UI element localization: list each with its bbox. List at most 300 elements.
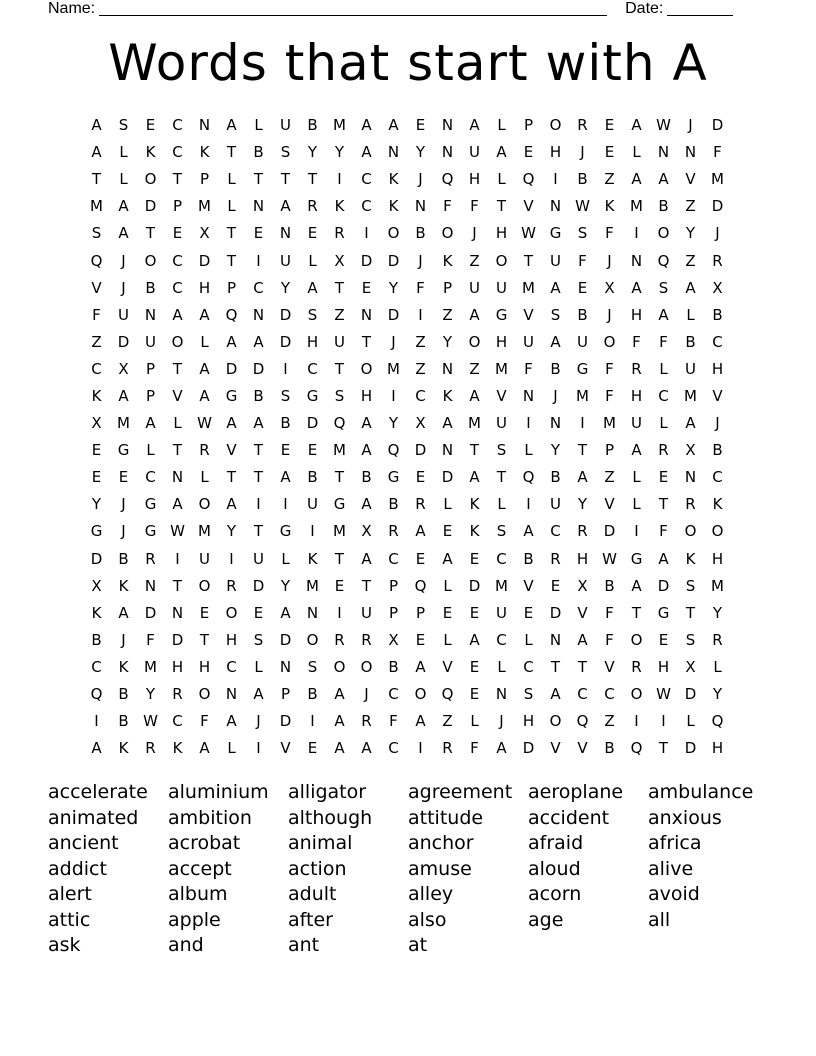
grid-letter: L (227, 197, 236, 216)
grid-letter: K (199, 143, 210, 162)
grid-letter: I (526, 414, 531, 433)
grid-letter: A (172, 495, 183, 514)
grid-letter: B (658, 197, 669, 216)
grid-letter: B (307, 685, 318, 704)
date-blank-line[interactable] (667, 0, 733, 16)
grid-letter: R (172, 685, 183, 704)
word-list-item: anxious (648, 806, 722, 829)
grid-letter: K (712, 495, 723, 514)
grid-letter: C (388, 549, 399, 568)
grid-letter: R (415, 495, 426, 514)
grid-letter: N (495, 685, 508, 704)
grid-letter: B (307, 116, 318, 135)
word-list-item: ambulance (648, 781, 754, 803)
grid-letter: B (712, 441, 723, 460)
grid-letter: A (280, 603, 291, 622)
grid-letter: A (253, 414, 264, 433)
grid-letter: U (199, 549, 210, 568)
grid-letter: A (334, 685, 345, 704)
grid-letter: T (253, 170, 264, 189)
grid-letter: G (225, 386, 238, 405)
grid-letter: D (171, 630, 184, 649)
grid-letter: T (199, 630, 210, 649)
grid-letter: D (144, 603, 157, 622)
grid-letter: H (495, 224, 508, 243)
grid-letter: V (604, 495, 615, 514)
grid-letter: O (495, 251, 508, 270)
grid-letter: T (145, 224, 156, 243)
grid-letter: A (199, 305, 210, 324)
grid-letter: X (361, 522, 372, 541)
grid-letter: A (631, 278, 642, 297)
grid-letter: A (253, 332, 264, 351)
grid-letter: C (172, 143, 183, 162)
word-list-item: also (408, 908, 447, 931)
grid-letter: J (418, 251, 423, 270)
grid-letter: H (306, 332, 319, 351)
grid-letter: J (256, 712, 261, 731)
grid-letter: Y (334, 143, 345, 162)
grid-letter: F (146, 630, 155, 649)
name-label: Name: (48, 0, 96, 17)
grid-letter: P (172, 197, 183, 216)
grid-letter: Q (441, 685, 454, 704)
grid-letter: Z (469, 359, 480, 378)
grid-letter: L (227, 170, 236, 189)
grid-letter: A (118, 197, 129, 216)
grid-letter: M (711, 170, 724, 189)
word-list-item: aluminium (168, 781, 269, 803)
grid-letter: K (442, 251, 453, 270)
grid-letter: Q (90, 251, 103, 270)
grid-letter: N (144, 576, 157, 595)
grid-letter: O (387, 224, 400, 243)
grid-letter: B (118, 685, 129, 704)
grid-letter: T (91, 170, 102, 189)
grid-letter: N (441, 441, 454, 460)
grid-letter: X (415, 414, 426, 433)
grid-letter: W (575, 197, 590, 216)
grid-letter: V (577, 739, 588, 758)
grid-letter: A (469, 386, 480, 405)
grid-letter: Y (388, 414, 399, 433)
grid-letter: M (333, 522, 346, 541)
grid-letter: E (550, 576, 561, 595)
grid-letter: N (684, 468, 697, 487)
grid-letter: T (172, 359, 183, 378)
grid-letter: Q (576, 712, 589, 731)
grid-letter: S (307, 305, 318, 324)
grid-letter: L (713, 657, 722, 676)
grid-letter: D (387, 251, 400, 270)
grid-letter: B (307, 468, 318, 487)
grid-letter: B (145, 278, 156, 297)
grid-letter: C (658, 386, 669, 405)
word-list-item: ancient (48, 832, 119, 854)
grid-letter: Z (604, 712, 615, 731)
grid-letter: L (497, 495, 506, 514)
grid-letter: A (631, 170, 642, 189)
grid-letter: P (226, 278, 237, 297)
grid-letter: Y (685, 224, 696, 243)
grid-letter: B (604, 576, 615, 595)
grid-letter: Q (90, 685, 103, 704)
word-list-item: all (648, 908, 671, 931)
grid-letter: G (495, 305, 508, 324)
grid-letter: K (469, 495, 480, 514)
grid-letter: E (280, 441, 291, 460)
grid-letter: O (549, 116, 562, 135)
grid-letter: J (121, 495, 126, 514)
grid-letter: N (171, 603, 184, 622)
grid-letter: Y (415, 143, 426, 162)
grid-letter: H (711, 549, 724, 568)
grid-letter: L (443, 495, 452, 514)
grid-letter: L (254, 116, 263, 135)
grid-letter: S (307, 657, 318, 676)
grid-letter: I (310, 522, 315, 541)
grid-letter: W (656, 116, 671, 135)
word-list-item: acrobat (168, 832, 241, 854)
grid-letter: V (712, 386, 723, 405)
grid-letter: E (253, 224, 264, 243)
grid-letter: O (144, 170, 157, 189)
grid-letter: K (307, 549, 318, 568)
grid-letter: D (252, 359, 265, 378)
grid-letter: U (550, 251, 561, 270)
grid-letter: N (225, 685, 238, 704)
grid-letter: B (577, 305, 588, 324)
word-list-item: afraid (528, 832, 584, 854)
grid-letter: T (577, 441, 588, 460)
grid-letter: D (468, 576, 481, 595)
grid-letter: J (553, 386, 558, 405)
grid-letter: C (577, 685, 588, 704)
grid-letter: E (307, 739, 318, 758)
grid-letter: N (630, 251, 643, 270)
grid-letter: Q (711, 712, 724, 731)
grid-letter: E (415, 549, 426, 568)
grid-letter: N (684, 143, 697, 162)
grid-letter: P (523, 116, 534, 135)
grid-letter: S (496, 441, 507, 460)
grid-letter: R (631, 657, 642, 676)
grid-letter: S (91, 224, 102, 243)
grid-letter: T (334, 359, 345, 378)
grid-letter: C (712, 332, 723, 351)
word-list-item: age (528, 908, 564, 931)
grid-letter: A (118, 386, 129, 405)
grid-letter: F (200, 712, 209, 731)
grid-letter: X (712, 278, 723, 297)
grid-letter: A (469, 468, 480, 487)
grid-letter: B (118, 549, 129, 568)
grid-letter: G (144, 495, 157, 514)
grid-letter: M (603, 414, 616, 433)
word-list-item: at (408, 934, 428, 956)
grid-letter: D (306, 414, 319, 433)
grid-letter: G (306, 386, 319, 405)
word-list-item: and (168, 934, 204, 956)
grid-letter: M (495, 576, 508, 595)
grid-letter: T (226, 224, 237, 243)
grid-letter: A (442, 549, 453, 568)
grid-letter: S (334, 386, 345, 405)
grid-letter: N (441, 116, 454, 135)
word-list-item: ant (288, 934, 320, 956)
grid-letter: B (91, 630, 102, 649)
grid-letter: K (604, 197, 615, 216)
worksheet-header (48, 0, 740, 22)
grid-letter: N (144, 305, 157, 324)
grid-letter: I (256, 739, 261, 758)
grid-letter: Z (685, 251, 696, 270)
grid-letter: A (91, 739, 102, 758)
grid-letter: A (361, 549, 372, 568)
grid-letter: Y (280, 576, 291, 595)
grid-letter: D (117, 332, 130, 351)
grid-letter: M (495, 359, 508, 378)
grid-letter: D (387, 305, 400, 324)
grid-letter: V (496, 386, 507, 405)
grid-letter: A (361, 116, 372, 135)
grid-letter: E (469, 603, 480, 622)
grid-letter: A (361, 441, 372, 460)
grid-letter: U (469, 143, 480, 162)
grid-letter: Q (441, 170, 454, 189)
grid-letter: Z (469, 251, 480, 270)
grid-letter: R (658, 441, 669, 460)
grid-letter: R (712, 630, 723, 649)
grid-letter: P (280, 685, 291, 704)
grid-letter: X (577, 576, 588, 595)
grid-letter: E (415, 630, 426, 649)
grid-letter: T (172, 441, 183, 460)
grid-letter: Z (685, 197, 696, 216)
grid-letter: Y (307, 143, 318, 162)
grid-letter: H (198, 278, 211, 297)
grid-letter: J (364, 685, 369, 704)
grid-letter: L (659, 359, 668, 378)
grid-letter: B (388, 657, 399, 676)
grid-letter: U (685, 359, 696, 378)
grid-letter: U (469, 278, 480, 297)
grid-letter: K (118, 576, 129, 595)
grid-letter: M (117, 414, 130, 433)
grid-letter: L (200, 468, 209, 487)
grid-letter: C (91, 359, 102, 378)
grid-letter: L (524, 441, 533, 460)
grid-letter: P (415, 603, 426, 622)
grid-letter: Z (415, 332, 426, 351)
grid-letter: A (469, 630, 480, 649)
grid-letter: T (496, 197, 507, 216)
grid-letter: B (550, 359, 561, 378)
grid-letter: S (253, 630, 264, 649)
grid-letter: M (711, 576, 724, 595)
grid-letter: C (604, 685, 615, 704)
grid-letter: U (253, 549, 264, 568)
grid-letter: R (334, 630, 345, 649)
grid-letter: L (200, 332, 209, 351)
grid-letter: M (387, 359, 400, 378)
grid-letter: U (496, 278, 507, 297)
grid-letter: Q (522, 468, 535, 487)
grid-letter: A (550, 332, 561, 351)
grid-letter: O (306, 630, 319, 649)
grid-letter: M (90, 197, 103, 216)
grid-letter: H (468, 170, 481, 189)
grid-letter: I (256, 495, 261, 514)
grid-letter: C (91, 657, 102, 676)
grid-letter: H (522, 712, 535, 731)
grid-letter: C (712, 468, 723, 487)
grid-letter: F (605, 603, 614, 622)
grid-letter: T (523, 251, 534, 270)
grid-letter: L (443, 576, 452, 595)
grid-letter: Z (604, 468, 615, 487)
grid-letter: I (661, 712, 666, 731)
grid-letter: E (253, 603, 264, 622)
grid-letter: A (91, 116, 102, 135)
grid-letter: H (198, 657, 211, 676)
grid-letter: A (442, 414, 453, 433)
grid-letter: S (280, 143, 291, 162)
grid-letter: M (630, 197, 643, 216)
grid-letter: K (469, 522, 480, 541)
grid-letter: L (227, 739, 236, 758)
grid-letter: E (199, 603, 210, 622)
grid-letter: A (226, 414, 237, 433)
grid-letter: J (391, 332, 396, 351)
grid-letter: F (605, 630, 614, 649)
grid-letter: U (523, 332, 534, 351)
grid-letter: O (603, 332, 616, 351)
grid-letter: C (496, 630, 507, 649)
grid-letter: A (415, 522, 426, 541)
grid-letter: O (549, 712, 562, 731)
grid-letter: K (388, 197, 399, 216)
grid-letter: P (145, 359, 156, 378)
grid-letter: Z (334, 305, 345, 324)
word-list-item: ambition (168, 806, 252, 829)
grid-letter: C (172, 278, 183, 297)
word-list-item: amuse (408, 857, 472, 880)
grid-letter: N (252, 197, 265, 216)
word-list-item: africa (648, 832, 702, 854)
word-list-item: after (288, 908, 333, 931)
grid-letter: L (146, 441, 155, 460)
grid-letter: C (172, 712, 183, 731)
grid-letter: F (605, 224, 614, 243)
grid-letter: F (659, 522, 668, 541)
grid-letter: E (523, 603, 534, 622)
grid-letter: H (495, 332, 508, 351)
grid-letter: L (308, 251, 317, 270)
grid-letter: A (550, 685, 561, 704)
grid-letter: T (658, 495, 669, 514)
grid-letter: D (522, 739, 535, 758)
grid-letter: L (686, 305, 695, 324)
grid-letter: Z (91, 332, 102, 351)
word-list-item: album (168, 883, 228, 905)
grid-letter: J (607, 251, 612, 270)
grid-letter: B (361, 468, 372, 487)
grid-letter: J (499, 712, 504, 731)
grid-letter: G (387, 468, 400, 487)
grid-letter: N (198, 116, 211, 135)
grid-letter: U (361, 603, 372, 622)
grid-letter: O (657, 224, 670, 243)
grid-letter: Y (712, 685, 723, 704)
grid-letter: K (334, 197, 345, 216)
grid-letter: L (119, 143, 128, 162)
grid-letter: P (199, 170, 210, 189)
name-blank-line[interactable] (99, 0, 607, 16)
grid-letter: T (172, 576, 183, 595)
grid-letter: O (225, 603, 238, 622)
grid-letter: J (607, 305, 612, 324)
grid-letter: I (391, 386, 396, 405)
grid-letter: L (497, 657, 506, 676)
grid-letter: J (580, 143, 585, 162)
grid-letter: A (658, 305, 669, 324)
grid-letter: A (307, 278, 318, 297)
grid-letter: D (279, 332, 292, 351)
grid-letter: H (630, 386, 643, 405)
grid-letter: C (415, 386, 426, 405)
grid-letter: W (143, 712, 158, 731)
grid-letter: C (388, 685, 399, 704)
grid-letter: O (198, 495, 211, 514)
grid-letter: R (145, 739, 156, 758)
grid-letter: E (469, 549, 480, 568)
grid-letter: P (388, 576, 399, 595)
grid-letter: Y (91, 495, 102, 514)
grid-letter: G (333, 495, 346, 514)
word-list-item: apple (168, 908, 221, 931)
word-list-item: aloud (528, 857, 581, 880)
grid-letter: B (604, 739, 615, 758)
grid-letter: V (550, 739, 561, 758)
grid-letter: V (523, 305, 534, 324)
grid-letter: Q (225, 305, 238, 324)
grid-letter: T (685, 603, 696, 622)
word-list-item: ask (48, 934, 81, 956)
grid-letter: I (310, 712, 315, 731)
page-title: Words that start with A (108, 34, 708, 92)
grid-letter: R (550, 549, 561, 568)
grid-letter: R (712, 251, 723, 270)
grid-letter: T (334, 468, 345, 487)
grid-letter: I (526, 495, 531, 514)
grid-letter: A (415, 712, 426, 731)
grid-letter: R (631, 359, 642, 378)
grid-letter: C (172, 116, 183, 135)
grid-letter: V (523, 197, 534, 216)
grid-letter: Y (388, 278, 399, 297)
grid-letter: E (145, 116, 156, 135)
grid-letter: N (414, 197, 427, 216)
grid-letter: I (337, 603, 342, 622)
grid-letter: N (441, 143, 454, 162)
grid-letter: Q (522, 170, 535, 189)
grid-letter: F (92, 305, 101, 324)
grid-letter: H (576, 549, 589, 568)
grid-letter: E (658, 468, 669, 487)
grid-letter: Z (604, 170, 615, 189)
grid-letter: Z (442, 305, 453, 324)
